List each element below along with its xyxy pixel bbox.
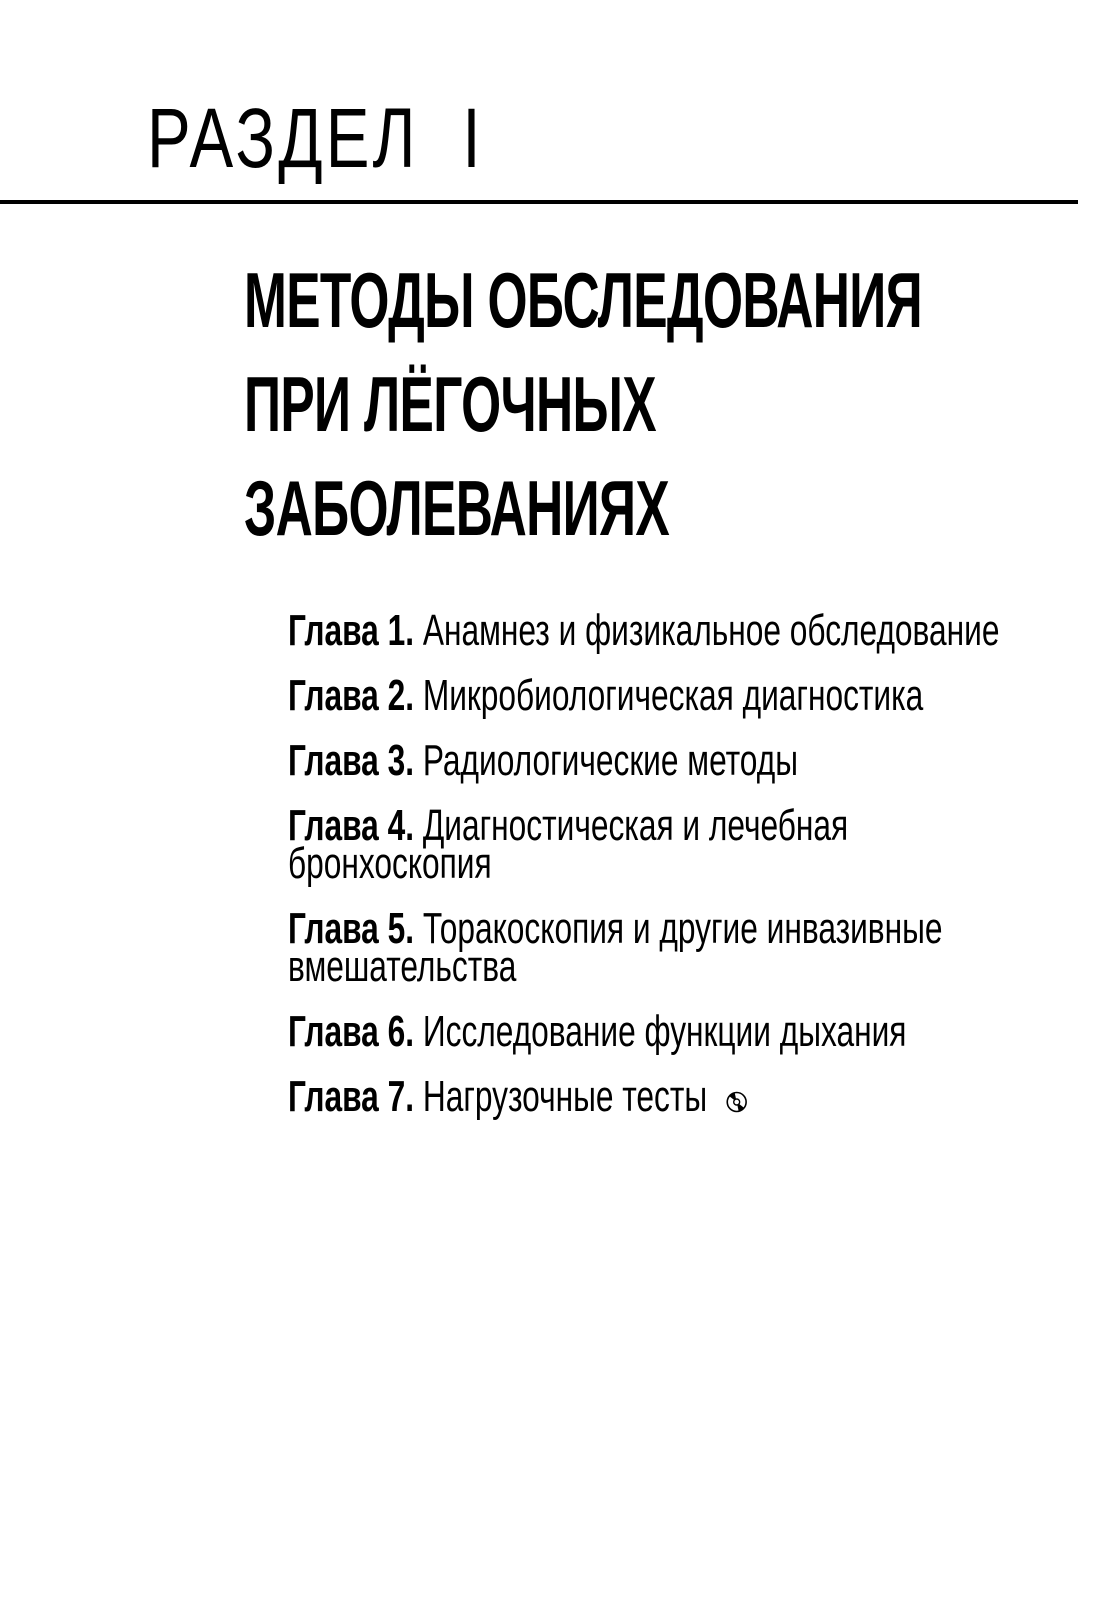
chapter-label: Глава 3. bbox=[288, 736, 415, 785]
chapter-title: Радиологические методы bbox=[422, 736, 798, 785]
chapter-title-continued: вмешательства bbox=[288, 942, 517, 991]
heading-rule bbox=[0, 200, 1078, 204]
section-heading bbox=[147, 91, 484, 185]
part-title-line-3: ЗАБОЛЕВАНИЯХ bbox=[244, 464, 670, 552]
chapter-item[interactable] bbox=[288, 801, 936, 888]
part-title-line-2: ПРИ ЛЁГОЧНЫХ bbox=[244, 360, 656, 448]
chapter-item[interactable] bbox=[288, 1007, 936, 1056]
chapter-label: Глава 7. bbox=[288, 1072, 415, 1121]
chapter-label: Глава 4. bbox=[288, 801, 415, 850]
chapter-title-continued: бронхоскопия bbox=[288, 839, 492, 888]
chapter-title: Микробиологическая диагностика bbox=[422, 671, 924, 720]
chapter-title: Нагрузочные тесты bbox=[422, 1072, 708, 1121]
chapter-item[interactable] bbox=[288, 671, 936, 720]
chapter-title: Исследование функции дыхания bbox=[422, 1007, 907, 1056]
section-word: РАЗДЕЛ bbox=[147, 91, 419, 185]
chapter-label: Глава 5. bbox=[288, 904, 415, 953]
cd-disc-icon bbox=[726, 1091, 748, 1113]
part-title-line-1: МЕТОДЫ ОБСЛЕДОВАНИЯ bbox=[244, 256, 922, 344]
chapter-label: Глава 1. bbox=[288, 606, 415, 655]
section-number: I bbox=[462, 91, 484, 185]
chapter-title: Торакоскопия и другие инвазивные bbox=[422, 904, 943, 953]
chapter-list bbox=[288, 606, 1000, 1143]
chapter-item[interactable] bbox=[288, 904, 943, 991]
chapter-item[interactable] bbox=[288, 1072, 936, 1121]
chapter-item[interactable] bbox=[288, 606, 1000, 655]
chapter-title: Диагностическая и лечебная bbox=[422, 801, 849, 850]
chapter-title: Анамнез и физикальное обследование bbox=[422, 606, 1000, 655]
chapter-item[interactable] bbox=[288, 736, 936, 785]
chapter-label: Глава 6. bbox=[288, 1007, 415, 1056]
chapter-label: Глава 2. bbox=[288, 671, 415, 720]
part-title bbox=[244, 248, 922, 560]
